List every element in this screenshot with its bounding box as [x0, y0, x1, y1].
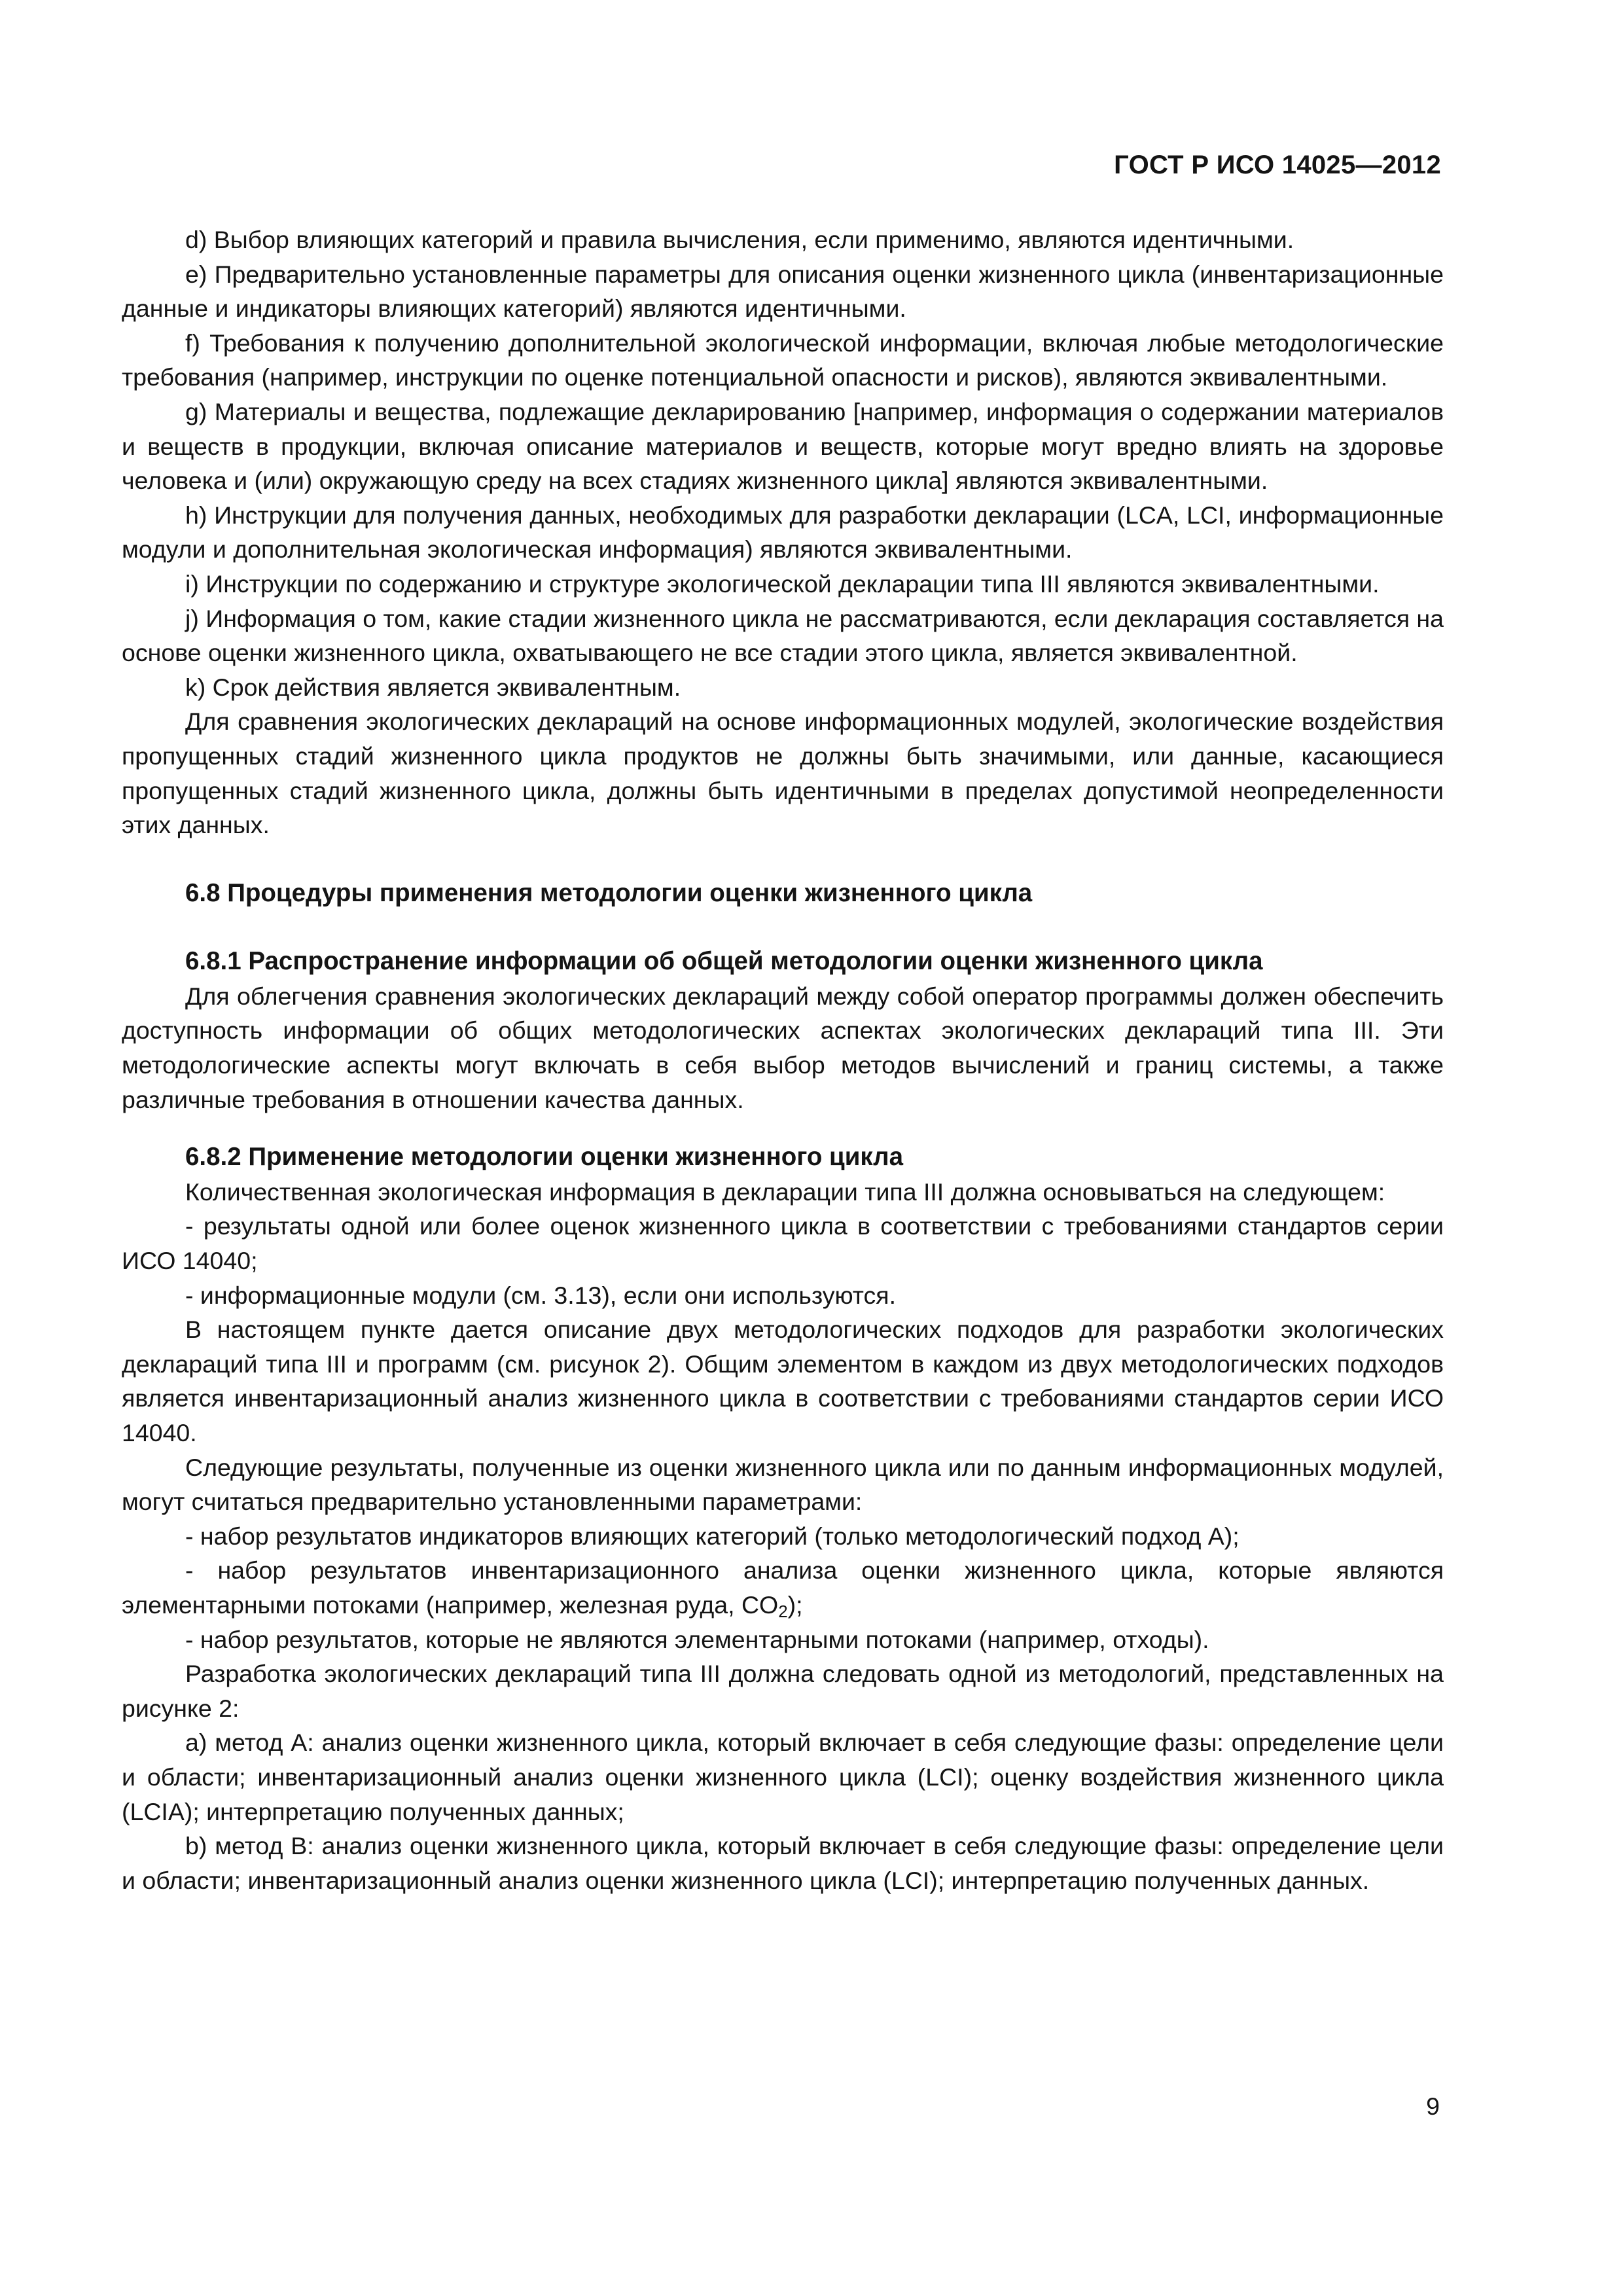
- paragraph-quantitative-info: Количественная экологическая информация в декларации типа III должна основываться на следующем:: [185, 1177, 1385, 1206]
- paragraph-comparison: Для сравнения экологических деклараций на основе информационных модулей, экологические воздействия пропущенных стадий жизненного цикла продуктов не должны быть значимыми, или данные, касающиеся пропущенных стадий жизненного цикла, должны быть идентичными в пределах допустимой неопределенности этих данных.: [122, 708, 1444, 839]
- standard-designation: ГОСТ Р ИСО 14025—2012: [1114, 151, 1441, 179]
- list-item-j: j) Информация о том, какие стадии жизненного цикла не рассматриваются, если декларация составляется на основе оценки жизненного цикла, охватывающего не все стадии этого цикла, является эквивалентной.: [122, 604, 1444, 667]
- list-item-method-b: b) метод В: анализ оценки жизненного цикла, который включает в себя следующие фазы: определение цели и области; инвентаризационный анализ оценки жизненного цикла (LCI); интерпретацию полученных данных.: [122, 1832, 1444, 1894]
- list-item-d: d) Выбор влияющих категорий и правила вычисления, если применимо, являются идентичными.: [185, 226, 1294, 253]
- list-item-k: k) Срок действия является эквивалентным.: [185, 673, 681, 701]
- section-heading-6-8: 6.8 Процедуры применения методологии оценки жизненного цикла: [185, 878, 1033, 907]
- list-item-e: e) Предварительно установленные параметры для описания оценки жизненного цикла (инвентаризационные данные и индикаторы влияющих категорий) являются идентичными.: [122, 260, 1444, 323]
- page-number: 9: [1426, 2092, 1440, 2120]
- dash-item-info-modules: - информационные модули (см. 3.13), если они используются.: [185, 1281, 897, 1309]
- co2-subscript: 2: [778, 1601, 788, 1621]
- section-heading-6-8-1: 6.8.1 Распространение информации об общей методологии оценки жизненного цикла: [185, 947, 1263, 976]
- section-heading-6-8-2: 6.8.2 Применение методологии оценки жизненного цикла: [185, 1143, 904, 1172]
- list-item-f: f) Требования к получению дополнительной экологической информации, включая любые методологические требования (например, инструкции по оценке потенциальной опасности и рисков), являются эквивалентными.: [122, 329, 1444, 391]
- elementary-flows-tail: );: [787, 1590, 803, 1619]
- paragraph-methodology-info: Для облегчения сравнения экологических деклараций между собой оператор программы должен обеспечить доступность информации об общих методологических аспектах экологических деклараций типа III. Эти методологические аспекты могут включать в себя выбор методов вычислений и границ системы, а также различные требования в отношении качества данных.: [122, 982, 1444, 1113]
- list-item-method-a: а) метод А: анализ оценки жизненного цикла, который включает в себя следующие фазы: определение цели и области; инвентаризационный анализ оценки жизненного цикла (LCI); оценку воздействия жизненного цикла (LCIA); интерпретацию полученных данных;: [122, 1729, 1444, 1825]
- paragraph-development: Разработка экологических деклараций типа III должна следовать одной из методологий, представленных на рисунке 2:: [122, 1660, 1444, 1722]
- document-body: [122, 223, 1444, 1897]
- list-item-i: i) Инструкции по содержанию и структуре экологической декларации типа III являются эквивалентными.: [185, 569, 1380, 598]
- dash-item-non-elementary-flows: - набор результатов, которые не являются элементарными потоками (например, отходы).: [185, 1625, 1209, 1653]
- paragraph-two-approaches: В настоящем пункте дается описание двух методологических подходов для разработки экологических деклараций типа III и программ (см. рисунок 2). Общим элементом в каждом из двух методологических подходов является инвентаризационный анализ жизненного цикла в соответствии с требованиями стандартов серии ИСО 14040.: [122, 1316, 1444, 1446]
- dash-item-lca-results: - результаты одной или более оценок жизненного цикла в соответствии с требованиями стандартов серии ИСО 14040;: [122, 1212, 1444, 1275]
- list-item-g: g) Материалы и вещества, подлежащие декларированию [например, информация о содержании материалов и веществ в продукции, включая описание материалов и веществ, которые могут вредно влиять на здоровье человека и (или) окружающую среду на всех стадиях жизненного цикла] являются эквивалентными.: [122, 397, 1444, 495]
- dash-item-elementary-flows: [122, 1553, 1444, 1622]
- paragraph-results: Следующие результаты, полученные из оценки жизненного цикла или по данным информационных модулей, могут считаться предварительно установленными параметрами:: [122, 1453, 1444, 1516]
- list-item-h: h) Инструкции для получения данных, необходимых для разработки декларации (LCA, LCI, информационные модули и дополнительная экологическая информация) являются эквивалентными.: [122, 501, 1444, 564]
- elementary-flows-text: - набор результатов инвентаризационного анализа оценки жизненного цикла, которые являются элементарными потоками (например, железная руда, CO: [122, 1556, 1444, 1619]
- dash-item-indicator-results: - набор результатов индикаторов влияющих категорий (только методологический подход А);: [185, 1522, 1240, 1550]
